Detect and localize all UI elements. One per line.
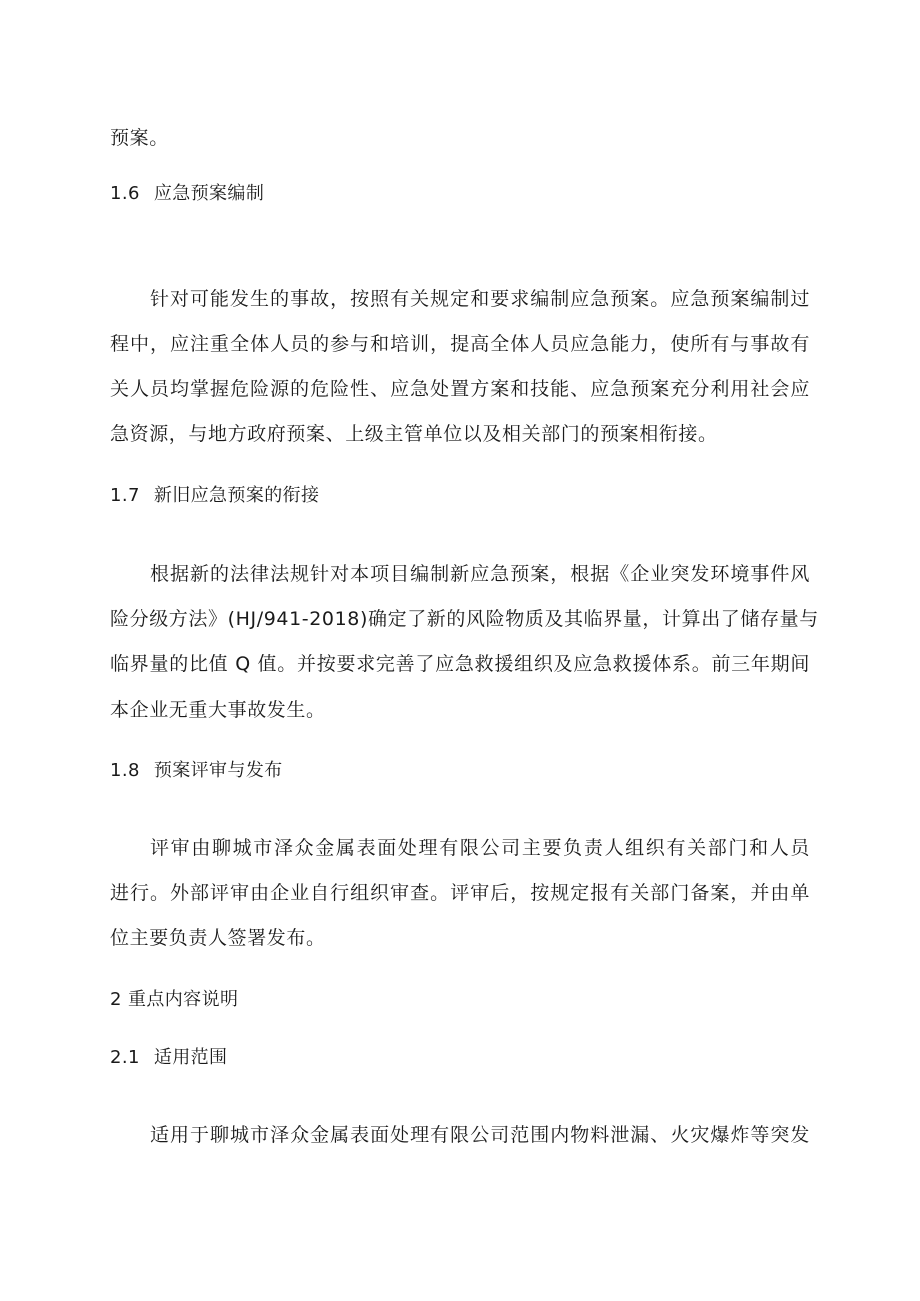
section-title: 预案评审与发布 bbox=[153, 760, 283, 781]
paragraph-line: 预案。 bbox=[110, 127, 169, 149]
paragraph-line: 适用于聊城市泽众金属表面处理有限公司范围内物料泄漏、火灾爆炸等突发 bbox=[150, 1124, 810, 1146]
section-heading-1-6 bbox=[110, 181, 810, 207]
section-heading-1-8 bbox=[110, 758, 810, 784]
chapter-heading-2: 2 重点内容说明 bbox=[110, 989, 239, 1010]
section-heading-1-7 bbox=[110, 483, 810, 509]
paragraph-line: 评审由聊城市泽众金属表面处理有限公司主要负责人组织有关部门和人员 bbox=[150, 837, 810, 859]
section-number: 1.6 bbox=[110, 183, 140, 204]
paragraph-line: 针对可能发生的事故，按照有关规定和要求编制应急预案。应急预案编制过 bbox=[150, 288, 810, 310]
paragraph-line: 险分级方法》(HJ/941-2018)确定了新的风险物质及其临界量，计算出了储存量与 bbox=[110, 608, 819, 630]
section-title: 应急预案编制 bbox=[153, 183, 265, 204]
section-number: 2.1 bbox=[110, 1047, 140, 1068]
paragraph-line: 程中，应注重全体人员的参与和培训，提高全体人员应急能力，使所有与事故有 bbox=[110, 333, 810, 355]
paragraph-line: 临界量的比值 Q 值。并按要求完善了应急救援组织及应急救援体系。前三年期间 bbox=[110, 653, 810, 675]
paragraph-line: 根据新的法律法规针对本项目编制新应急预案，根据《企业突发环境事件风 bbox=[150, 563, 810, 585]
paragraph-line: 关人员均掌握危险源的危险性、应急处置方案和技能、应急预案充分利用社会应 bbox=[110, 378, 810, 400]
paragraph-line: 位主要负责人签署发布。 bbox=[110, 927, 326, 949]
section-number: 1.8 bbox=[110, 760, 140, 781]
paragraph-line: 急资源，与地方政府预案、上级主管单位以及相关部门的预案相衔接。 bbox=[110, 423, 718, 445]
paragraph-line: 进行。外部评审由企业自行组织审查。评审后，按规定报有关部门备案，并由单 bbox=[110, 882, 810, 904]
section-heading-2-1 bbox=[110, 1045, 810, 1071]
section-title: 新旧应急预案的衔接 bbox=[153, 485, 320, 506]
paragraph-line: 本企业无重大事故发生。 bbox=[110, 699, 326, 721]
section-number: 1.7 bbox=[110, 485, 140, 506]
section-title: 适用范围 bbox=[153, 1047, 228, 1068]
